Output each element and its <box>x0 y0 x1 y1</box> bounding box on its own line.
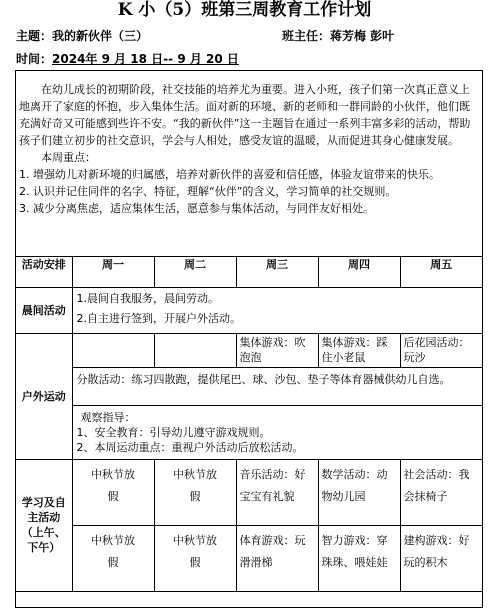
header-cell: 周二 <box>154 257 236 287</box>
row-label-morning: 晨间活动 <box>16 287 72 333</box>
focus-item-1: 1. 增强幼儿对新环境的归属感，培养对新伙伴的喜爱和信任感，体验友谊带来的快乐。 <box>19 168 440 181</box>
observe-title: 观察指导： <box>80 410 136 424</box>
header-cell: 周四 <box>318 257 400 287</box>
observe-line-1: 1、安全教育：引导幼儿遵守游戏规则。 <box>76 425 271 439</box>
study-pm-fri: 建构游戏：好玩的积木 <box>400 525 482 591</box>
row-label-outdoor: 户外运动 <box>16 333 72 459</box>
header-cell: 周一 <box>72 257 154 287</box>
study-am-tue: 中秋节放假 <box>154 459 236 525</box>
focus-item-3: 3. 减少分离焦虑，适应集体生活，愿意参与集体活动，与同伴友好相处。 <box>19 202 374 215</box>
time-prefix: 时间： <box>16 52 53 66</box>
observation-guide <box>72 405 482 459</box>
header-cell: 周三 <box>236 257 318 287</box>
teacher-label: 班主任：蒋芳梅 彭叶 <box>282 29 395 43</box>
observe-line-2: 2、本周运动重点：重视户外活动后放松活动。 <box>76 440 304 454</box>
table-row <box>16 405 482 459</box>
morning-line-2: 2.自主进行签到，开展户外活动。 <box>76 311 241 325</box>
row-label-study <box>16 459 72 591</box>
schedule-table <box>16 257 482 592</box>
study-label-line: （上午、 <box>21 526 66 539</box>
study-label-line: 主活动 <box>27 511 61 524</box>
study-pm-tue: 中秋节放假 <box>154 525 236 591</box>
time-label <box>16 50 239 67</box>
table-row <box>16 287 482 333</box>
table-row <box>16 333 482 367</box>
study-pm-thu: 智力游戏：穿珠珠、喂娃娃 <box>318 525 400 591</box>
study-am-mon: 中秋节放假 <box>72 459 154 525</box>
focus-item-2: 2. 认识并记住同伴的名字、特征，理解“伙伴”的含义，学习简单的社交规则。 <box>19 185 397 198</box>
table-row <box>16 367 482 405</box>
plan-sheet <box>15 70 483 608</box>
outdoor-game-mon <box>72 333 154 367</box>
morning-line-1: 1.晨间自我服务，晨间劳动。 <box>76 291 219 305</box>
outdoor-game-thu: 集体游戏：踩住小老鼠 <box>318 333 400 367</box>
outdoor-game-tue <box>154 333 236 367</box>
table-row <box>16 459 482 525</box>
header-cell: 周五 <box>400 257 482 287</box>
study-label-line: 学习及自 <box>21 496 66 509</box>
intro-paragraph: 在幼儿成长的初期阶段，社交技能的培养尤为重要。进入小班，孩子们第一次真正意义上地离开了家庭的怀抱，步入集体生活。面对新的环境、新的老师和一群同龄的小伙伴，他们既充满好奇又可能感到些许不安。“我的新伙伴”这一主题旨在通过一系列丰富多彩的活动，帮助孩子们建立初步的社交意识，学会与人相处，感受友谊的温暖，从而促进其身心健康发展。 <box>19 83 471 147</box>
table-header-row <box>16 257 482 287</box>
outdoor-game-wed: 集体游戏：吹泡泡 <box>236 333 318 367</box>
study-am-thu: 数学活动：动物幼儿园 <box>318 459 400 525</box>
date-range: 2024年 9 月 18 日-- 9 月 20 日 <box>52 52 239 66</box>
intro-section <box>16 71 482 257</box>
outdoor-game-fri: 后花园活动：玩沙 <box>400 333 482 367</box>
header-cell: 活动安排 <box>16 257 72 287</box>
morning-content <box>72 287 482 333</box>
scatter-activity: 分散活动：练习四散跑，提供尾巴、球、沙包、垫子等体育器械供幼儿自选。 <box>72 367 482 405</box>
study-pm-mon: 中秋节放假 <box>72 525 154 591</box>
study-label-line: 下午） <box>27 541 61 554</box>
focus-title: 本周重点： <box>41 151 96 164</box>
study-pm-wed: 体育游戏：玩滑滑梯 <box>236 525 318 591</box>
study-am-wed: 音乐活动：好宝宝有礼貌 <box>236 459 318 525</box>
study-am-fri: 社会活动：我会抹椅子 <box>400 459 482 525</box>
table-row <box>16 525 482 591</box>
page-title: K 小（5）班第三周教育工作计划 <box>117 0 372 20</box>
theme-label: 主题：我的新伙伴（三） <box>16 29 149 43</box>
